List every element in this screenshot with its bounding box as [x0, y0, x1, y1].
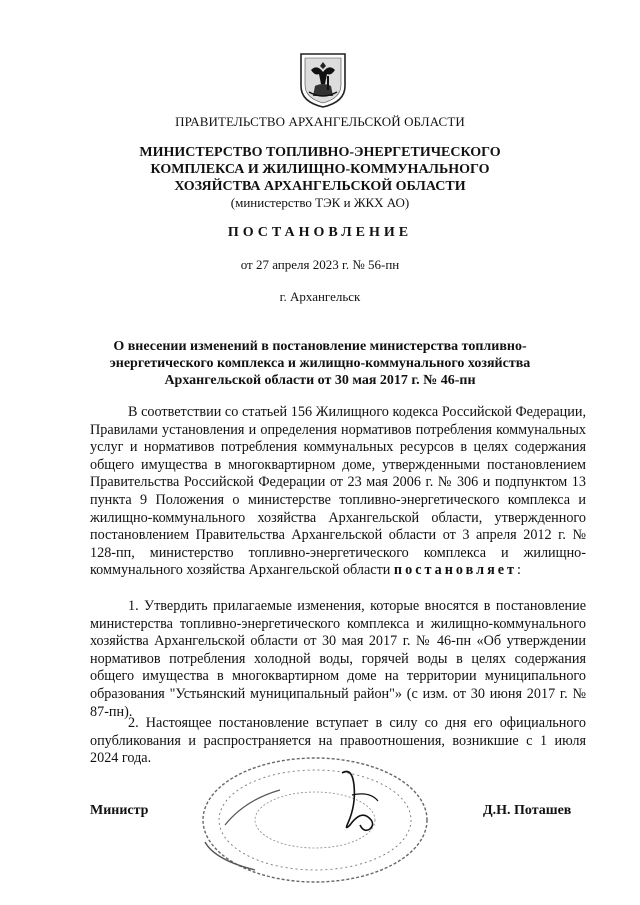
document-title [0, 338, 640, 389]
official-stamp [185, 730, 435, 890]
item-1-paragraph: 1. Утвердить прилагаемые изменения, которые вносятся в постановление министерства топливно-энергетического комплекса и жилищно-коммунального хозяйства Архангельской области от 30 мая 2017 г. № 46-пн «Об утверждении нормативов потребления холодной воды, горячей воды в целях содержания общего имущества в многоквартирном доме на территории муниципального образования "Устьянский муниципальный район"» (с изм. от 30 июня 2017 г. № 87-пн). [90, 598, 586, 720]
ministry-short-name: (министерство ТЭК и ЖКХ АО) [230, 195, 410, 210]
title-line: энергетического комплекса и жилищно-коммунального хозяйства [109, 356, 531, 371]
city: г. Архангельск [279, 289, 361, 304]
signatory-position: Министр [90, 803, 149, 818]
preamble-paragraph [90, 404, 586, 580]
date-number: от 27 апреля 2023 г. № 56-пн [240, 257, 400, 272]
preamble-text: В соответствии со статьей 156 Жилищного кодекса Российской Федерации, Правилами установления и определения нормативов потребления коммунальных услуг и нормативов потребления коммунальных ресурсов в целях содержания общего имущества в многоквартирном доме, утвержденными постановлением Правительства Российской Федерации от 23 мая 2006 г. № 306 и подпунктом 13 пункта 9 Положения о министерстве топливно-энергетического комплекса и жилищно-коммунального хозяйства Архангельской области, утвержденного постановлением Правительства Архангельской области от 3 апреля 2012 г. № 128-пп, министерство топливно-энергетического комплекса и жилищно-коммунального хозяйства Архангельской области [90, 404, 586, 579]
title-line: Архангельской области от 30 мая 2017 г. № 46-пн [164, 373, 476, 388]
ministry-line: ХОЗЯЙСТВА АРХАНГЕЛЬСКОЙ ОБЛАСТИ [174, 179, 466, 194]
handwritten-signature [330, 765, 390, 835]
document-type: ПОСТАНОВЛЕНИЕ [227, 225, 413, 240]
signatory-name: Д.Н. Поташев [483, 803, 572, 818]
government-name: ПРАВИТЕЛЬСТВО АРХАНГЕЛЬСКОЙ ОБЛАСТИ [175, 114, 465, 129]
decree-colon: : [517, 562, 521, 579]
ministry-name [0, 144, 640, 211]
decree-word: постановляет [393, 562, 518, 579]
ministry-line: КОМПЛЕКСА И ЖИЛИЩНО-КОММУНАЛЬНОГО [150, 162, 490, 177]
item-2-paragraph: 2. Настоящее постановление вступает в силу со дня его официального опубликования и распространяется на правоотношения, возникшие с 1 июля 2024 года. [90, 715, 586, 767]
title-line: О внесении изменений в постановление министерства топливно- [113, 339, 527, 354]
coat-of-arms-emblem [297, 52, 349, 108]
ministry-line: МИНИСТЕРСТВО ТОПЛИВНО-ЭНЕРГЕТИЧЕСКОГО [139, 145, 501, 160]
